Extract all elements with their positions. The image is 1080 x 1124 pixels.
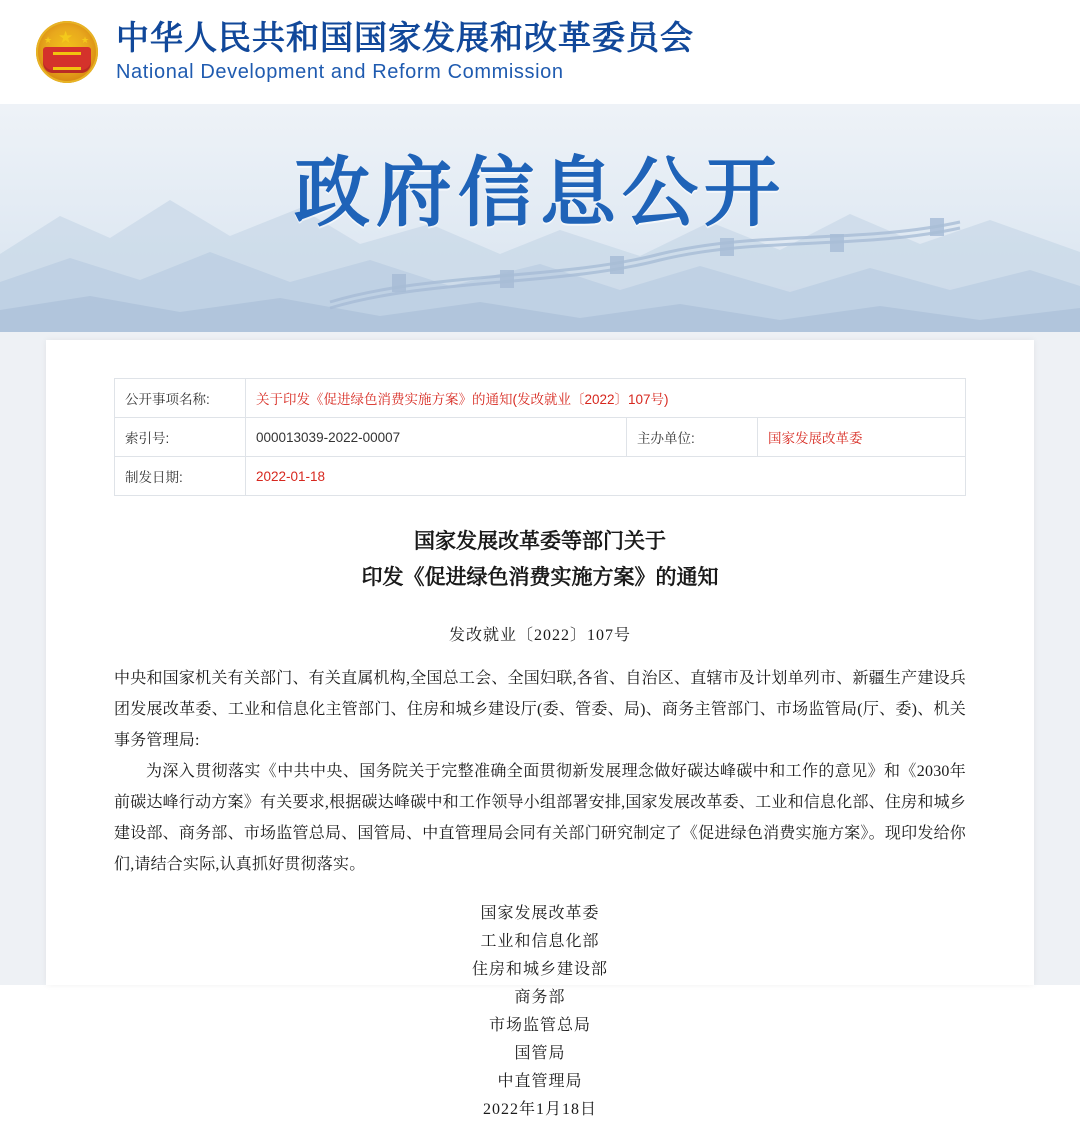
- signature-line: 国管局: [514, 1045, 566, 1062]
- info-value-index: 000013039-2022-00007: [246, 418, 627, 457]
- info-label-name: 公开事项名称:: [115, 379, 246, 418]
- document-signature: [114, 900, 966, 1124]
- document-paragraph-1: 中央和国家机关有关部门、有关直属机构,全国总工会、全国妇联,各省、自治区、直辖市及计划单列市、新疆生产建设兵团发展改革委、工业和信息化主管部门、住房和城乡建设厅(委、管委、局)、商务主管部门、市场监管局(厅、委)、机关事务管理局:: [114, 670, 966, 749]
- document-card: [46, 340, 1034, 1118]
- signature-line: 工业和信息化部: [480, 933, 600, 950]
- document-title: [114, 524, 966, 596]
- info-label-date: 制发日期:: [115, 457, 246, 496]
- info-value-unit: 国家发展改革委: [758, 418, 966, 457]
- signature-line: 商务部: [514, 989, 566, 1006]
- banner: [0, 104, 1080, 332]
- table-row: [115, 457, 966, 496]
- document-number: 发改就业〔2022〕107号: [448, 627, 631, 644]
- signature-line: 市场监管总局: [488, 1017, 591, 1034]
- signature-line: 国家发展改革委: [480, 905, 600, 922]
- site-title-cn: 中华人民共和国国家发展和改革委员会: [116, 19, 694, 56]
- signature-line: 中直管理局: [497, 1073, 583, 1090]
- page-body: [0, 332, 1080, 1118]
- signature-date: 2022年1月18日: [482, 1101, 597, 1118]
- info-value-name: 关于印发《促进绿色消费实施方案》的通知(发改就业〔2022〕107号): [246, 379, 966, 418]
- document-title-line2: 印发《促进绿色消费实施方案》的通知: [361, 566, 719, 589]
- signature-line: 住房和城乡建设部: [471, 961, 608, 978]
- info-label-index: 索引号:: [115, 418, 246, 457]
- info-table: [114, 378, 966, 496]
- table-row: [115, 418, 966, 457]
- national-emblem-icon: ★ ★ ★: [36, 21, 98, 83]
- banner-title: 政府信息公开: [294, 151, 786, 236]
- site-header: [0, 0, 1080, 104]
- info-value-date: 2022-01-18: [246, 457, 966, 496]
- info-label-unit: 主办单位:: [627, 418, 758, 457]
- site-title-en: National Development and Reform Commission: [116, 61, 564, 83]
- table-row: [115, 379, 966, 418]
- document-paragraph-2: 为深入贯彻落实《中共中央、国务院关于完整准确全面贯彻新发展理念做好碳达峰碳中和工作的意见》和《2030年前碳达峰行动方案》有关要求,根据碳达峰碳中和工作领导小组部署安排,国家发展改革委、工业和信息化部、住房和城乡建设部、商务部、市场监管总局、国管局、中直管理局会同有关部门研究制定了《促进绿色消费实施方案》。现印发给你们,请结合实际,认真抓好贯彻落实。: [114, 763, 966, 873]
- document-title-line1: 国家发展改革委等部门关于: [414, 530, 666, 553]
- site-title-block: [116, 18, 694, 86]
